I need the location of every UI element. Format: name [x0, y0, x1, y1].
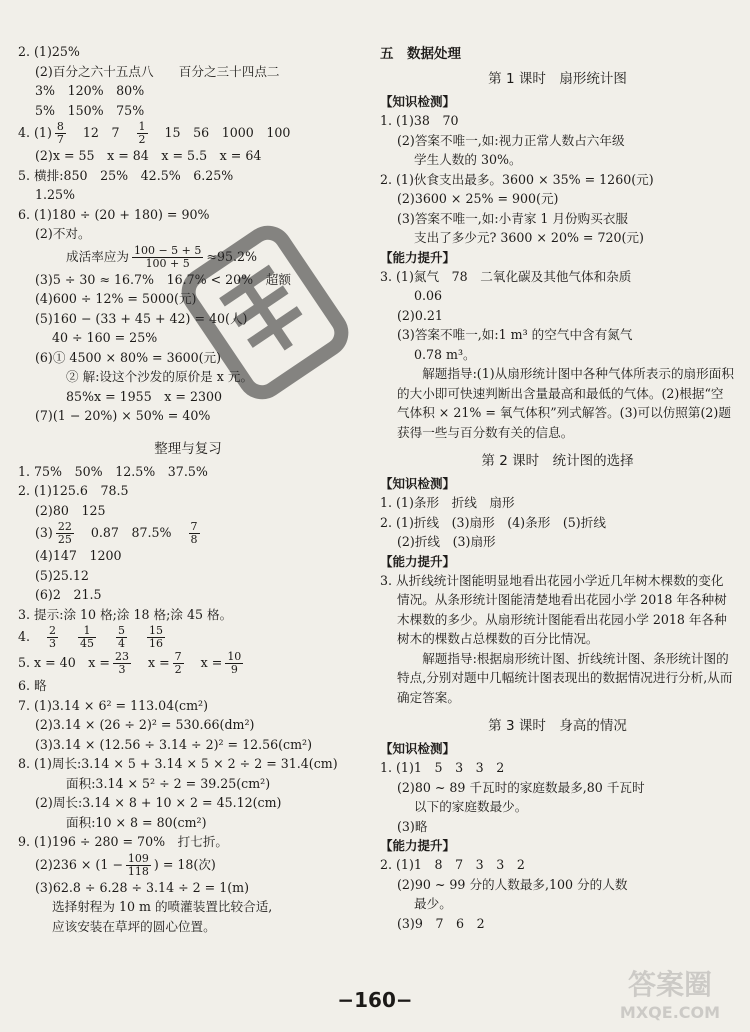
answer-line: (7)(1 − 20%) × 50% = 40%	[35, 408, 211, 423]
denominator: 118	[127, 864, 149, 878]
ability-tag: 【能力提升】	[380, 838, 456, 853]
answer-line	[18, 120, 358, 146]
answer-line: 面积:10 × 8 = 80(cm²)	[66, 814, 207, 830]
answer-line: (2)80 125	[35, 502, 106, 518]
line-text: 5. x = 40 x =	[18, 655, 110, 670]
fraction	[126, 853, 151, 878]
answer-line: 7. (1)3.14 × 6² = 113.04(cm²)	[18, 697, 209, 713]
answer-line: (3)62.8 ÷ 6.28 ÷ 3.14 ÷ 2 = 1(m)	[35, 879, 249, 895]
answer-line: 1. (1)1 5 3 3 2	[380, 760, 505, 775]
fraction	[189, 521, 200, 546]
answer-line	[18, 650, 358, 676]
line-text: ≈95.2%	[206, 248, 257, 264]
answer-line: 选择射程为 10 m 的喷灌装置比较合适,	[52, 899, 273, 914]
denominator: 45	[80, 637, 95, 650]
answer-line: 1.25%	[35, 187, 76, 202]
line-text: 4. (1)	[18, 125, 52, 140]
answer-line: (2)x = 55 x = 84 x = 5.5 x = 64	[35, 148, 262, 163]
answer-line: (5)160 − (33 + 45 + 42) = 40(人)	[35, 310, 248, 326]
numerator: 8	[56, 120, 64, 133]
answer-line: (3)答案不唯一,如:1 m³ 的空气中含有氮气	[397, 327, 633, 342]
denominator: 25	[57, 533, 72, 546]
answer-line: 3. 提示:涂 10 格;涂 18 格;涂 45 格。	[18, 606, 233, 622]
knowledge-check-tag: 【知识检测】	[380, 476, 456, 491]
answer-line: 学生人数的 30%。	[414, 152, 522, 167]
answer-line	[18, 244, 358, 270]
answer-line: (2)周长:3.14 × 8 + 10 × 2 = 45.12(cm)	[35, 795, 282, 810]
denominator: 3	[49, 637, 57, 650]
fraction	[47, 625, 58, 650]
answer-line: 5. 横排:850 25% 42.5% 6.25%	[18, 167, 234, 183]
numerator: 7	[190, 520, 198, 533]
numerator: 1	[138, 120, 146, 133]
answer-line: 9. (1)196 ÷ 280 = 70% 打七折。	[18, 834, 229, 849]
numerator: 100 − 5 + 5	[133, 243, 202, 257]
answer-line: (6)2 21.5	[35, 587, 102, 602]
numerator: 15	[149, 624, 164, 637]
answer-line: 2. (1)折线 (3)扇形 (4)条形 (5)折线	[380, 514, 606, 530]
line-text: 12 7	[82, 125, 120, 140]
answer-line: (2)折线 (3)扇形	[397, 534, 496, 549]
watermark-logo-url: MXQE.COM	[619, 1003, 721, 1022]
answer-line: 应该安装在草坪的圆心位置。	[52, 918, 216, 934]
fraction	[132, 245, 203, 270]
answer-line: 2. (1)25%	[18, 44, 80, 59]
answer-line	[18, 520, 358, 546]
ability-tag: 【能力提升】	[380, 553, 456, 569]
answer-line: (2)0.21	[397, 307, 443, 323]
answer-line: (4)600 ÷ 12% = 5000(元)	[35, 291, 197, 306]
answer-line: (2)百分之六十五点八 百分之三十四点二	[35, 63, 280, 79]
knowledge-check-tag: 【知识检测】	[380, 741, 456, 756]
answer-line: 支出了多少元? 3600 × 20% = 720(元)	[414, 230, 644, 245]
numerator: 7	[174, 650, 182, 663]
right-column	[380, 42, 735, 933]
fraction	[225, 651, 243, 676]
watermark-logo-text: 答案圈	[627, 968, 713, 1001]
lesson-title: 第 1 课时 扇形统计图	[488, 71, 627, 87]
answer-line	[18, 624, 358, 650]
solution-hint: 解题指导:(1)从扇形统计图中各种气体所表示的扇形面积的大小即可快速判断出含量最高和最低的气体。(2)根据“空气体积 × 21% = 氧气体积”列式解答。(3)可以仿照第(2)题获得一些与百分数有关的信息。	[397, 366, 734, 440]
section-title: 整理与复习	[154, 440, 222, 457]
answer-line: 6. 略	[18, 678, 47, 693]
fraction	[78, 625, 96, 650]
solution-hint: 解题指导:根据扇形统计图、折线统计图、条形统计图的特点,分别对题中几幅统计图表现出的数据情况进行分析,从而确定答案。	[397, 650, 733, 705]
line-text: x =	[147, 655, 170, 670]
numerator: 23	[114, 650, 129, 663]
denominator: 100 + 5	[145, 256, 190, 270]
answer-line: (3)略	[397, 818, 428, 834]
answer-line: (2)80 ~ 89 千瓦时的家庭数最多,80 千瓦时	[397, 779, 645, 795]
answer-line: (2)答案不唯一,如:视力正常人数占六年级	[397, 132, 625, 148]
fraction	[147, 625, 165, 650]
answer-line: 0.78 m³。	[414, 346, 476, 362]
numerator: 2	[49, 624, 57, 637]
lesson-title: 第 2 课时 统计图的选择	[481, 453, 634, 469]
answer-line: (5)25.12	[35, 567, 89, 583]
line-text: ) = 18(次)	[153, 856, 216, 872]
answer-line: ② 解:设这个沙发的原价是 x 元。	[66, 369, 254, 384]
ability-tag: 【能力提升】	[380, 249, 456, 265]
denominator: 8	[190, 533, 198, 546]
numerator: 10	[227, 650, 242, 663]
answer-line	[18, 852, 358, 878]
lesson-title: 第 3 课时 身高的情况	[488, 718, 627, 734]
page-number: −160−	[337, 988, 413, 1012]
numerator: 22	[57, 520, 72, 533]
answer-line: 5% 150% 75%	[35, 102, 145, 118]
line-text: 15 56 1000 100	[164, 125, 291, 140]
line-text: 0.87 87.5%	[90, 525, 172, 540]
answer-line: 8. (1)周长:3.14 × 5 + 3.14 × 5 × 2 ÷ 2 = 31.4(cm)	[18, 756, 338, 771]
fraction	[56, 521, 74, 546]
line-text: x =	[200, 655, 223, 670]
answer-line: 85%x = 1955 x = 2300	[66, 388, 223, 404]
denominator: 7	[56, 133, 64, 146]
answer-line: 最少。	[414, 896, 452, 911]
line-text: 成活率应为	[66, 248, 129, 264]
answer-line: 0.06	[414, 288, 443, 303]
fraction	[173, 651, 184, 676]
numerator: 5	[118, 624, 126, 637]
answer-line: 以下的家庭数最少。	[414, 799, 528, 814]
answer-line: 40 ÷ 160 = 25%	[52, 330, 158, 345]
section-heading: 五 数据处理	[380, 46, 461, 62]
answer-line: 2. (1)伙食支出最多。3600 × 35% = 1260(元)	[380, 171, 654, 187]
denominator: 9	[230, 663, 238, 676]
denominator: 2	[138, 133, 146, 146]
denominator: 2	[174, 663, 182, 676]
answer-line: 面积:3.14 × 5² ÷ 2 = 39.25(cm²)	[66, 775, 271, 791]
denominator: 3	[118, 663, 126, 676]
answer-line: (3)3.14 × (12.56 ÷ 3.14 ÷ 2)² = 12.56(cm²)	[35, 736, 313, 752]
fraction	[116, 625, 127, 650]
line-text: 4.	[18, 629, 31, 644]
answer-paragraph: 3. 从折线统计图能明显地看出花园小学近几年树木棵数的变化情况。从条形统计图能清楚地看出花园小学 2018 年各种树木棵数的多少。从扇形统计图能看出花园小学 2018 年各种树木的棵数占总棵数的百分比情况。	[380, 572, 727, 646]
answer-line: (3)9 7 6 2	[397, 915, 485, 931]
answer-line: (2)不对。	[35, 226, 91, 241]
answer-line: 2. (1)1 8 7 3 3 2	[380, 857, 525, 872]
answer-line: 3% 120% 80%	[35, 83, 145, 98]
answer-line: 2. (1)125.6 78.5	[18, 483, 129, 498]
fraction	[137, 121, 148, 146]
knowledge-check-tag: 【知识检测】	[380, 94, 456, 109]
answer-line: (2)90 ~ 99 分的人数最多,100 分的人数	[397, 876, 628, 892]
answer-line: 3. (1)氮气 78 二氧化碳及其他气体和杂质	[380, 268, 632, 284]
answer-line: (3)5 ÷ 30 ≈ 16.7% 16.7% < 20% 超额	[35, 271, 291, 287]
fraction	[113, 651, 131, 676]
line-text: (3)	[35, 525, 53, 540]
denominator: 4	[118, 637, 126, 650]
answer-line: 1. (1)38 70	[380, 113, 459, 128]
answer-line: (2)3.14 × (26 ÷ 2)² = 530.66(dm²)	[35, 717, 255, 732]
numerator: 109	[127, 851, 149, 865]
answer-line: 6. (1)180 ÷ (20 + 180) = 90%	[18, 206, 210, 222]
numerator: 1	[78, 625, 96, 638]
answer-line: 1. (1)条形 折线 扇形	[380, 495, 515, 510]
answer-line: (2)3600 × 25% = 900(元)	[397, 191, 559, 206]
denominator: 16	[149, 637, 164, 650]
left-column	[18, 42, 358, 936]
answer-line: 1. 75% 50% 12.5% 37.5%	[18, 463, 208, 479]
fraction	[55, 121, 66, 146]
answer-line: (6)① 4500 × 80% = 3600(元)	[35, 349, 222, 365]
answer-line: (3)答案不唯一,如:小青家 1 月份购买衣服	[397, 210, 629, 226]
answer-line: (4)147 1200	[35, 548, 122, 563]
line-text: (2)236 × (1 −	[35, 856, 123, 872]
